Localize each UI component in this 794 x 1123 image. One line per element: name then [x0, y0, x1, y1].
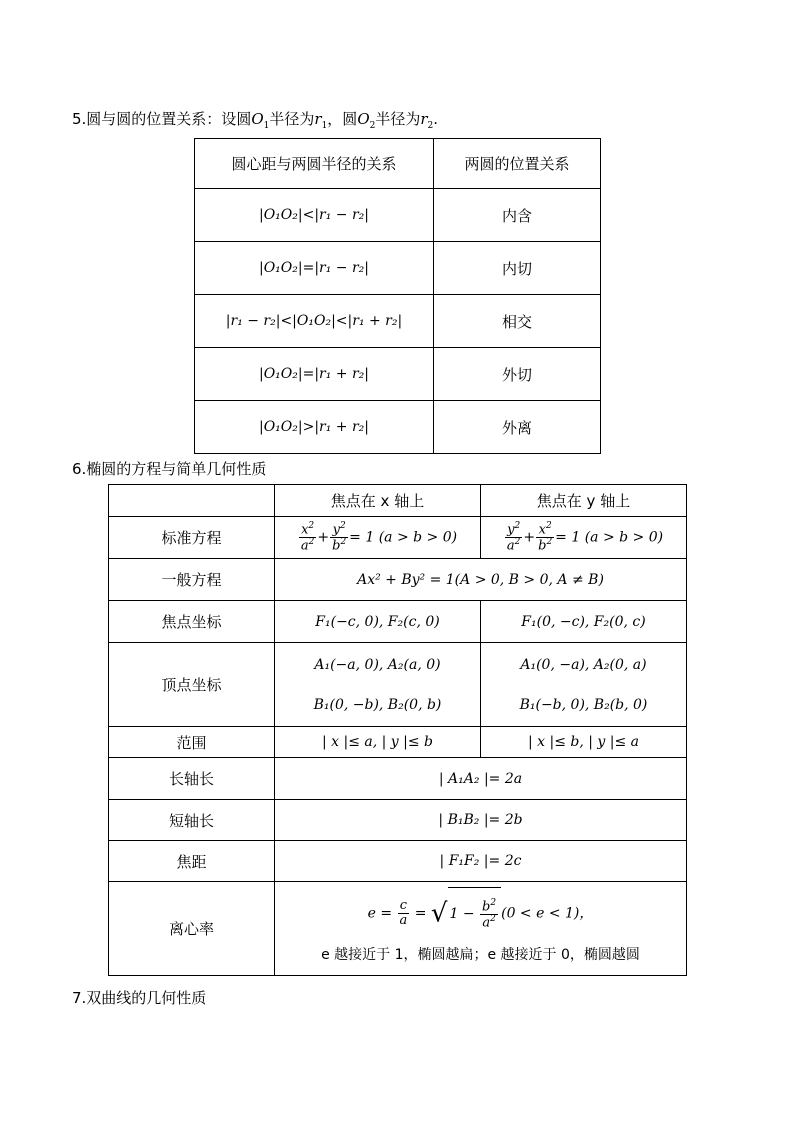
major-axis-length: | A₁A₂ |= 2a [275, 758, 687, 800]
row-label: 标准方程 [109, 517, 275, 559]
vertex-x [275, 643, 481, 727]
row-label: 短轴长 [109, 800, 275, 841]
standard-equation-y: $\frac{y^2}{a^2}$ + $\frac{x^2}{b^2}$ = 1 (a > b > 0) [481, 517, 687, 559]
table-row [109, 643, 687, 727]
table-row [109, 559, 687, 601]
ellipse-properties-table [108, 484, 687, 976]
focal-distance: | F₁F₂ |= 2c [275, 841, 687, 882]
table-row [109, 601, 687, 643]
vertex-x-b: B₁(0, −b), B₂(0, b) [313, 696, 442, 713]
range-y: | x |≤ b, | y |≤ a [481, 727, 687, 758]
table-row [109, 800, 687, 841]
table-row [195, 189, 601, 242]
section-6-heading: 6.椭圆的方程与简单几何性质 [72, 460, 267, 478]
standard-equation-x: $\frac{x^2}{a^2}$ + $\frac{y^2}{b^2}$ = 1 (a > b > 0) [275, 517, 481, 559]
row-label: 焦点坐标 [109, 601, 275, 643]
table-row [109, 841, 687, 882]
row-label: 一般方程 [109, 559, 275, 601]
eccentricity-note: e 越接近于 1，椭圆越扁；e 越接近于 0，椭圆越圆 [321, 947, 640, 963]
relation-cell: 相交 [434, 295, 601, 348]
table-row [195, 242, 601, 295]
vertex-y [481, 643, 687, 727]
condition-cell: |O₁O₂|=|r₁ + r₂| [195, 348, 434, 401]
vertex-x-a: A₁(−a, 0), A₂(a, 0) [314, 656, 441, 673]
header-x-axis: 焦点在 x 轴上 [275, 485, 481, 517]
circle-position-table [194, 138, 601, 454]
table-row [109, 882, 687, 976]
table-header-row [195, 139, 601, 189]
condition-cell: |O₁O₂|=|r₁ − r₂| [195, 242, 434, 295]
row-label: 离心率 [109, 882, 275, 976]
condition-cell: |O₁O₂|>|r₁ + r₂| [195, 401, 434, 454]
row-label: 长轴长 [109, 758, 275, 800]
table-row [109, 758, 687, 800]
vertex-y-b: B₁(−b, 0), B₂(b, 0) [519, 696, 648, 713]
row-label: 范围 [109, 727, 275, 758]
table-header-row [109, 485, 687, 517]
relation-cell: 外离 [434, 401, 601, 454]
table-row [195, 295, 601, 348]
corner-cell [109, 485, 275, 517]
condition-cell: |O₁O₂|<|r₁ − r₂| [195, 189, 434, 242]
header-y-axis: 焦点在 y 轴上 [481, 485, 687, 517]
vertex-y-a: A₁(0, −a), A₂(0, a) [520, 656, 647, 673]
eccentricity-cell [275, 882, 687, 976]
relation-cell: 内切 [434, 242, 601, 295]
relation-cell: 内含 [434, 189, 601, 242]
table-row [195, 401, 601, 454]
relation-cell: 外切 [434, 348, 601, 401]
section-5-heading: 5.圆与圆的位置关系：设圆$O_1$半径为$r_1$，圆$O_2$半径为$r_2$. [72, 110, 439, 131]
section-7-heading: 7.双曲线的几何性质 [72, 989, 207, 1007]
range-x: | x |≤ a, | y |≤ b [275, 727, 481, 758]
table-row [109, 517, 687, 559]
row-label: 焦距 [109, 841, 275, 882]
condition-cell: |r₁ − r₂|<|O₁O₂|<|r₁ + r₂| [195, 295, 434, 348]
table-row [109, 727, 687, 758]
general-equation: Ax² + By² = 1(A > 0, B > 0, A ≠ B) [275, 559, 687, 601]
table-row [195, 348, 601, 401]
foci-x: F₁(−c, 0), F₂(c, 0) [275, 601, 481, 643]
minor-axis-length: | B₁B₂ |= 2b [275, 800, 687, 841]
header-cell: 圆心距与两圆半径的关系 [195, 139, 434, 189]
header-cell: 两圆的位置关系 [434, 139, 601, 189]
row-label: 顶点坐标 [109, 643, 275, 727]
eccentricity-formula: e = $\frac{c}{a}$ = √ 1 − $\frac{b^2}{a^2}$ (0 < e < 1)， [275, 887, 686, 940]
foci-y: F₁(0, −c), F₂(0, c) [481, 601, 687, 643]
